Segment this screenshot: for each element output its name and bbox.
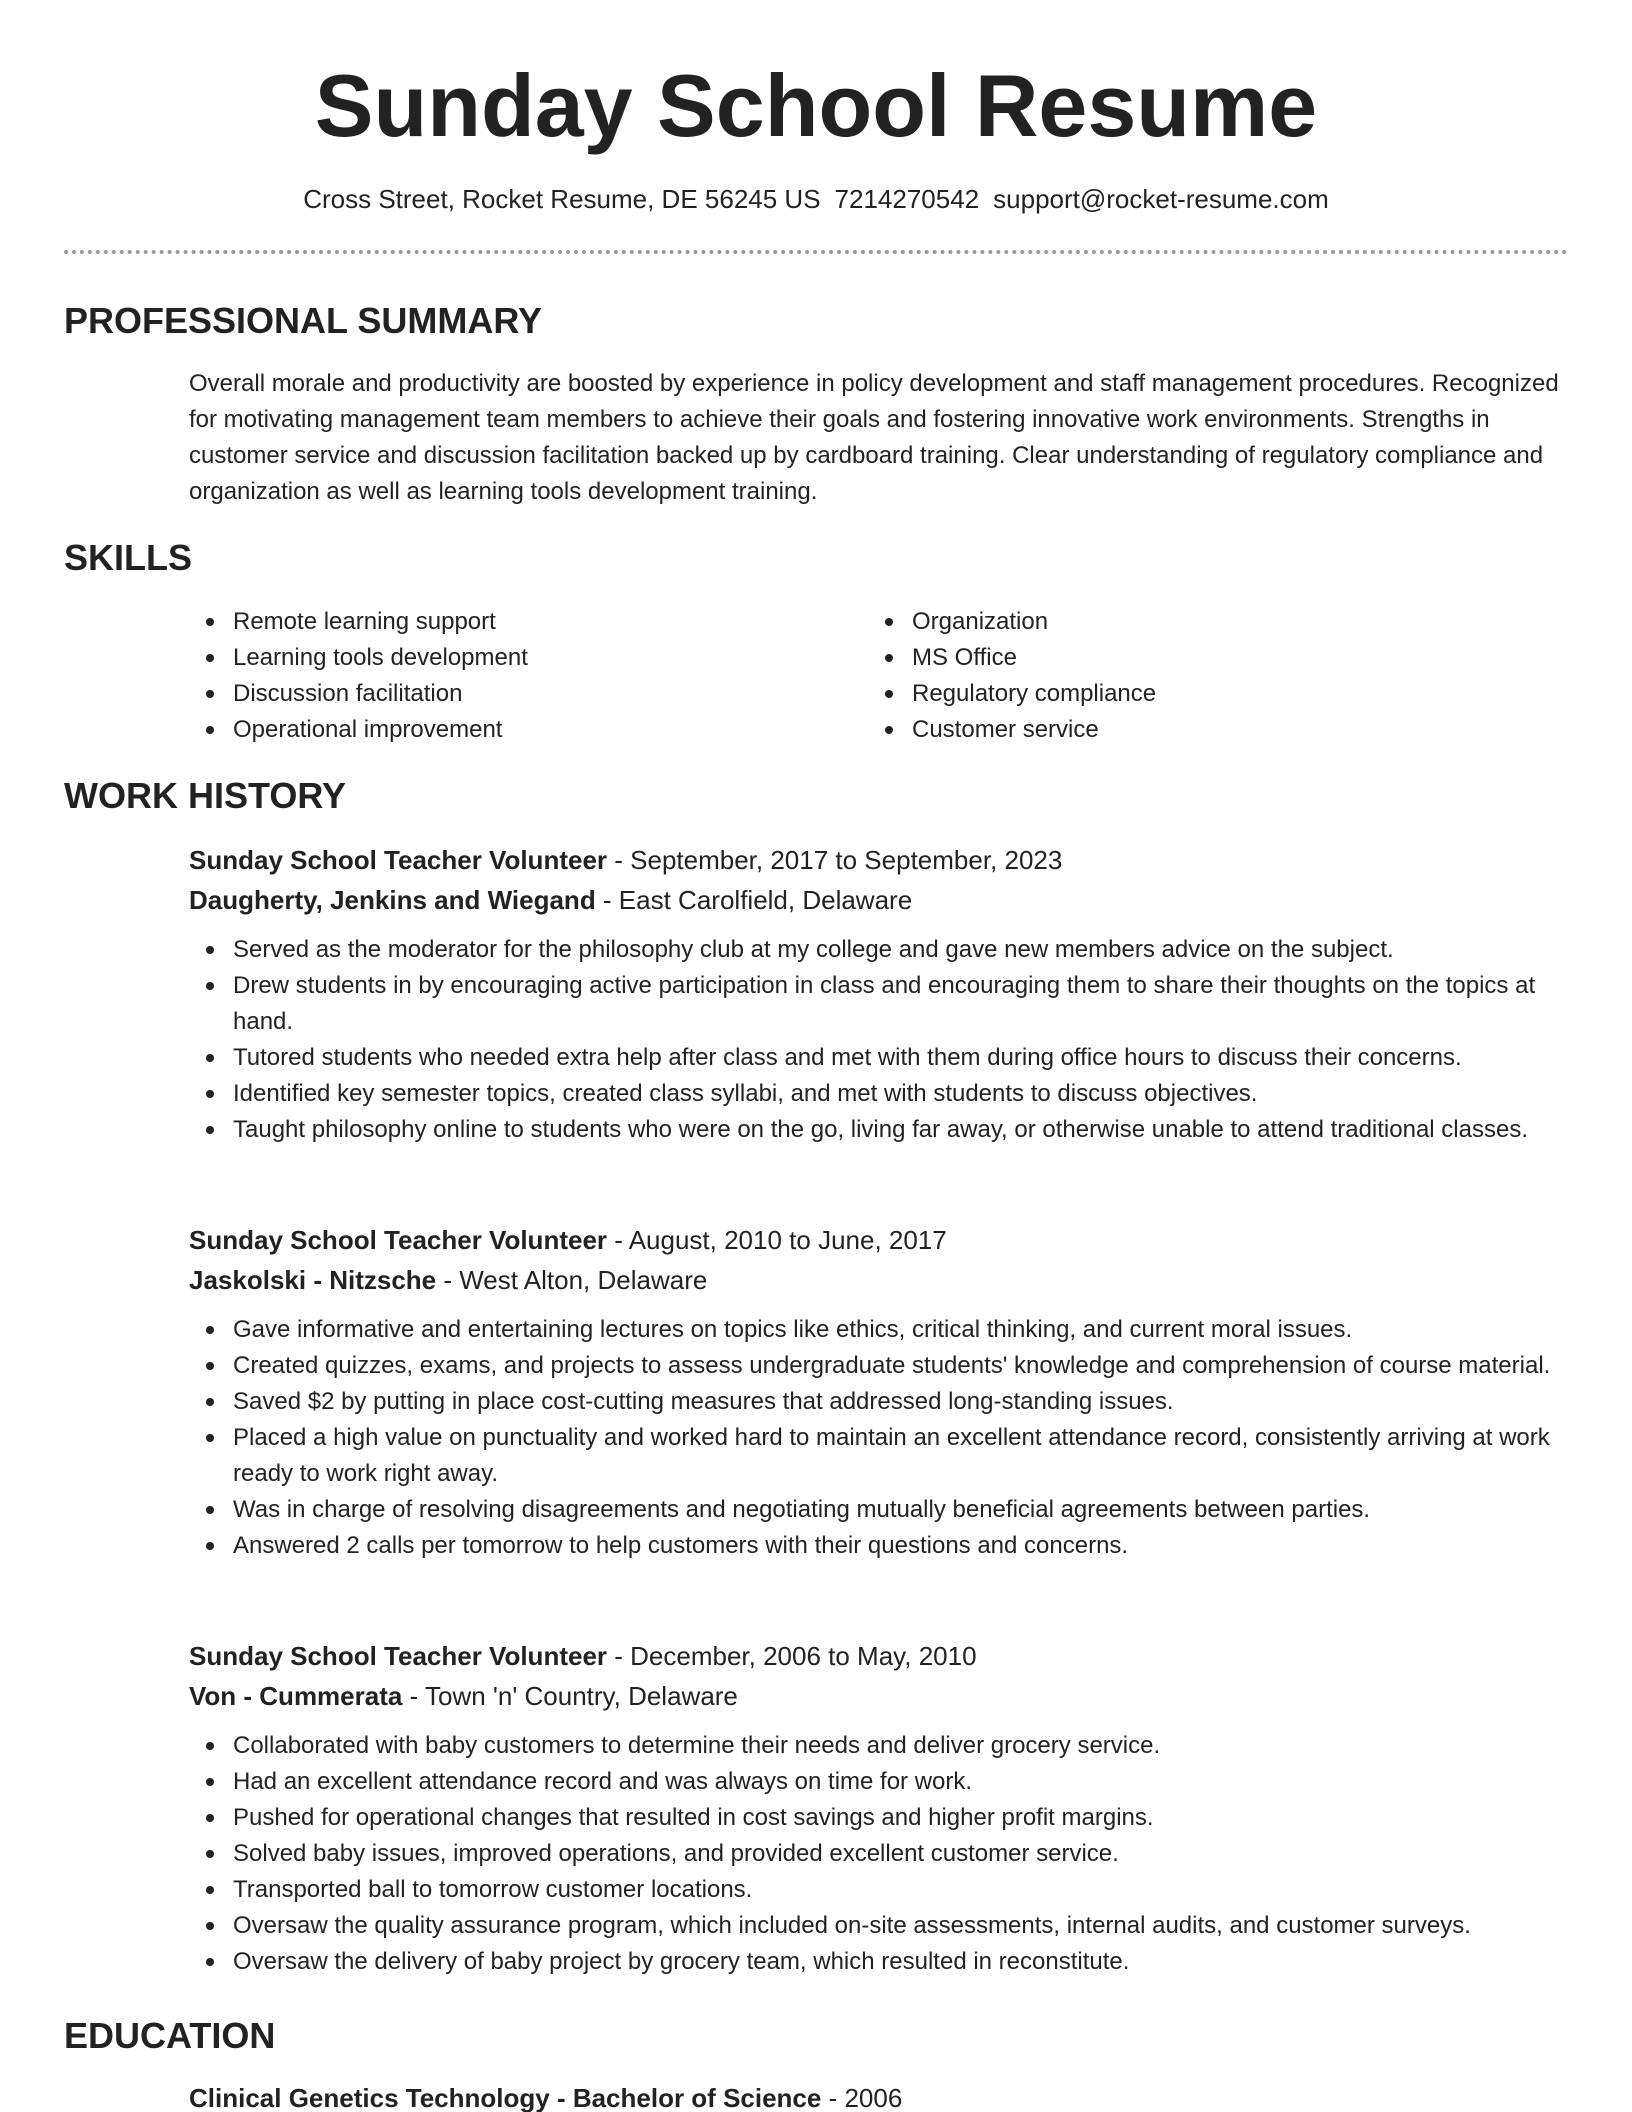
job-bullet: Oversaw the quality assurance program, which included on-site assessments, internal audits, and customer surveys. xyxy=(189,1908,1569,1944)
header-divider xyxy=(64,250,1568,254)
contact-email: support@rocket-resume.com xyxy=(993,184,1329,214)
job-bullets xyxy=(189,932,1569,1148)
contact-line xyxy=(0,182,1632,216)
job-bullet: Saved $2 by putting in place cost-cutting measures that addressed long-standing issues. xyxy=(189,1384,1569,1420)
job-entry xyxy=(189,1220,1569,1564)
contact-phone: 7214270542 xyxy=(834,184,980,214)
job-bullet: Was in charge of resolving disagreements and negotiating mutually beneficial agreements between parties. xyxy=(189,1492,1569,1528)
job-title-line xyxy=(189,1220,1569,1260)
job-location: - West Alton, Delaware xyxy=(436,1265,708,1295)
education-year: - 2006 xyxy=(821,2083,903,2112)
job-company: Von - Cummerata xyxy=(189,1681,403,1711)
job-role: Sunday School Teacher Volunteer xyxy=(189,845,608,875)
job-role: Sunday School Teacher Volunteer xyxy=(189,1641,608,1671)
job-bullet: Taught philosophy online to students who were on the go, living far away, or otherwise unable to attend traditional classes. xyxy=(189,1112,1569,1148)
job-company-line xyxy=(189,880,1569,920)
job-company: Jaskolski - Nitzsche xyxy=(189,1265,437,1295)
job-bullet: Solved baby issues, improved operations, and provided excellent customer service. xyxy=(189,1836,1569,1872)
job-bullet: Identified key semester topics, created class syllabi, and met with students to discuss objectives. xyxy=(189,1076,1569,1112)
job-dates: - September, 2017 to September, 2023 xyxy=(607,845,1063,875)
job-company-line xyxy=(189,1260,1569,1300)
job-bullet: Pushed for operational changes that resulted in cost savings and higher profit margins. xyxy=(189,1800,1569,1836)
job-bullets xyxy=(189,1728,1569,1980)
resume-name: Sunday School Resume xyxy=(314,56,1318,155)
job-title-line xyxy=(189,1636,1569,1676)
job-location: - East Carolfield, Delaware xyxy=(595,885,913,915)
job-dates: - August, 2010 to June, 2017 xyxy=(607,1225,947,1255)
skill-item: Operational improvement xyxy=(189,712,829,748)
job-bullet: Tutored students who needed extra help after class and met with them during office hours to discuss their concerns. xyxy=(189,1040,1569,1076)
job-bullet: Drew students in by encouraging active participation in class and encouraging them to share their thoughts on the topics at hand. xyxy=(189,968,1569,1040)
job-bullet: Transported ball to tomorrow customer locations. xyxy=(189,1872,1569,1908)
summary-text: Overall morale and productivity are boosted by experience in policy development and staff management procedures. Recognized for motivating management team members to achieve their goals and fostering innovative work environments. Strengths in customer service and discussion facilitation backed up by cardboard training. Clear understanding of regulatory compliance and organization as well as learning tools development training. xyxy=(189,370,1559,505)
job-company: Daugherty, Jenkins and Wiegand xyxy=(189,885,596,915)
job-bullet: Placed a high value on punctuality and worked hard to maintain an excellent attendance record, consistently arriving at work ready to work right away. xyxy=(189,1420,1569,1492)
job-bullet: Answered 2 calls per tomorrow to help customers with their questions and concerns. xyxy=(189,1528,1569,1564)
job-bullets xyxy=(189,1312,1569,1564)
job-title-line xyxy=(189,840,1569,880)
job-location: - Town 'n' Country, Delaware xyxy=(402,1681,738,1711)
section-title-education: EDUCATION xyxy=(64,2015,276,2056)
section-title-summary: PROFESSIONAL SUMMARY xyxy=(64,300,543,341)
section-title-skills: SKILLS xyxy=(64,537,193,578)
skills-column-right xyxy=(868,604,1508,748)
job-company-line xyxy=(189,1676,1569,1716)
skill-item: Regulatory compliance xyxy=(868,676,1508,712)
skill-item: Discussion facilitation xyxy=(189,676,829,712)
job-bullet: Created quizzes, exams, and projects to assess undergraduate students' knowledge and comprehension of course material. xyxy=(189,1348,1569,1384)
job-bullet: Had an excellent attendance record and was always on time for work. xyxy=(189,1764,1569,1800)
job-bullet: Collaborated with baby customers to determine their needs and deliver grocery service. xyxy=(189,1728,1569,1764)
skill-item: Organization xyxy=(868,604,1508,640)
skills-column-left xyxy=(189,604,829,748)
job-role: Sunday School Teacher Volunteer xyxy=(189,1225,608,1255)
contact-address: Cross Street, Rocket Resume, DE 56245 US xyxy=(303,184,821,214)
skill-item: MS Office xyxy=(868,640,1508,676)
job-entry xyxy=(189,1636,1569,1980)
section-title-work: WORK HISTORY xyxy=(64,775,347,816)
skill-item: Learning tools development xyxy=(189,640,829,676)
education-entry xyxy=(189,2080,1569,2112)
job-bullet: Gave informative and entertaining lectures on topics like ethics, critical thinking, and current moral issues. xyxy=(189,1312,1569,1348)
job-bullet: Oversaw the delivery of baby project by grocery team, which resulted in reconstitute. xyxy=(189,1944,1569,1980)
education-degree: Clinical Genetics Technology - Bachelor of Science xyxy=(189,2083,822,2112)
skill-item: Remote learning support xyxy=(189,604,829,640)
job-bullet: Served as the moderator for the philosophy club at my college and gave new members advice on the subject. xyxy=(189,932,1569,968)
job-entry xyxy=(189,840,1569,1148)
skill-item: Customer service xyxy=(868,712,1508,748)
job-dates: - December, 2006 to May, 2010 xyxy=(607,1641,977,1671)
